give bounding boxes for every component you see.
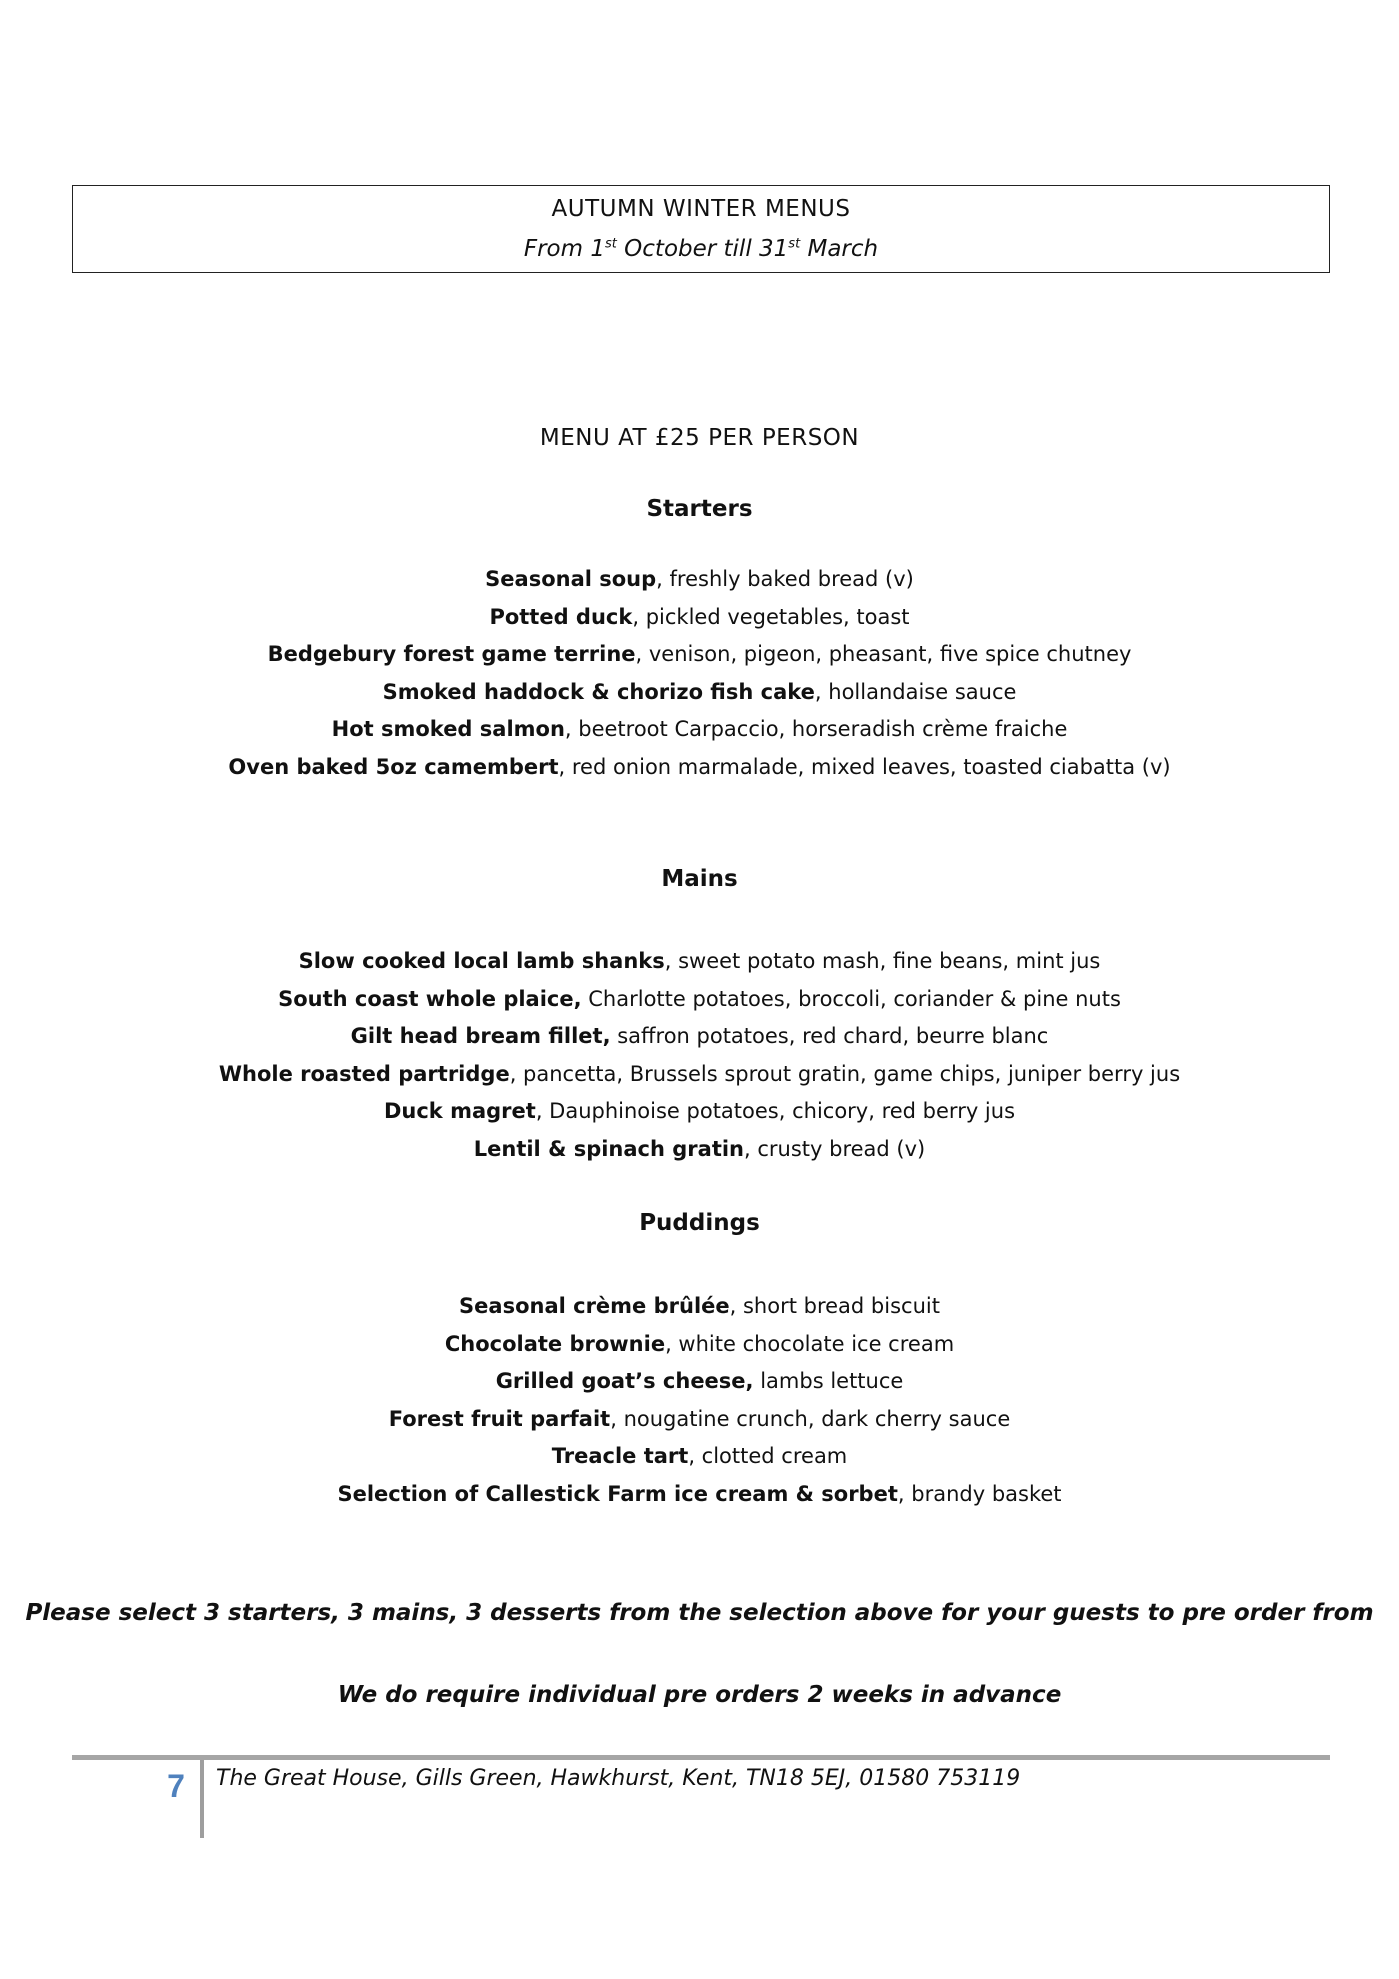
pudding-item: Forest fruit parfait, nougatine crunch, dark cherry sauce [388,1406,1011,1431]
pudding-item: Selection of Callestick Farm ice cream & sorbet, brandy basket [337,1481,1062,1506]
starter-item: Hot smoked salmon, beetroot Carpaccio, horseradish crème fraiche [331,717,1068,741]
title-box [72,185,1330,273]
selection-note: Please select 3 starters, 3 mains, 3 desserts from the selection above for your guests to pre order from [25,1600,1374,1626]
starter-item: Potted duck, pickled vegetables, toast [489,604,910,629]
starter-item: Oven baked 5oz camembert, red onion marmalade, mixed leaves, toasted ciabatta (v) [228,754,1171,779]
pudding-item: Treacle tart, clotted cream [551,1444,848,1468]
starter-item: Smoked haddock & chorizo fish cake, hollandaise sauce [382,679,1017,704]
starter-item: Seasonal soup, freshly baked bread (v) [485,567,914,591]
puddings-heading: Puddings [639,1210,760,1236]
pudding-item: Chocolate brownie, white chocolate ice cream [444,1331,955,1356]
main-item: Slow cooked local lamb shanks, sweet potato mash, fine beans, mint jus [298,949,1101,973]
main-item: Duck magret, Dauphinoise potatoes, chicory, red berry jus [383,1099,1016,1123]
preorder-note: We do require individual pre orders 2 weeks in advance [337,1682,1062,1708]
menu-title: AUTUMN WINTER MENUS [551,196,851,222]
main-item: South coast whole plaice, Charlotte potatoes, broccoli, coriander & pine nuts [278,986,1121,1011]
pudding-item: Seasonal crème brûlée, short bread biscuit [459,1294,940,1318]
pudding-item: Grilled goat’s cheese, lambs lettuce [495,1369,904,1393]
menu-price-heading: MENU AT £25 PER PERSON [539,425,860,451]
footer-rule [72,1755,1330,1760]
starter-item: Bedgebury forest game terrine, venison, pigeon, pheasant, five spice chutney [267,642,1132,666]
main-item: Gilt head bream fillet, saffron potatoes, red chard, beurre blanc [350,1024,1049,1048]
main-item: Lentil & spinach gratin, crusty bread (v) [473,1136,926,1161]
main-item: Whole roasted partridge, pancetta, Brussels sprout gratin, game chips, juniper berry jus [218,1061,1181,1086]
mains-heading: Mains [661,866,738,892]
starters-heading: Starters [646,496,753,522]
menu-date-range: From 1st October till 31st March [523,236,879,262]
footer-address: The Great House, Gills Green, Hawkhurst, Kent, TN18 5EJ, 01580 753119 [216,1766,1021,1791]
footer-divider [200,1760,204,1838]
page-number: 7 [167,1768,185,1804]
